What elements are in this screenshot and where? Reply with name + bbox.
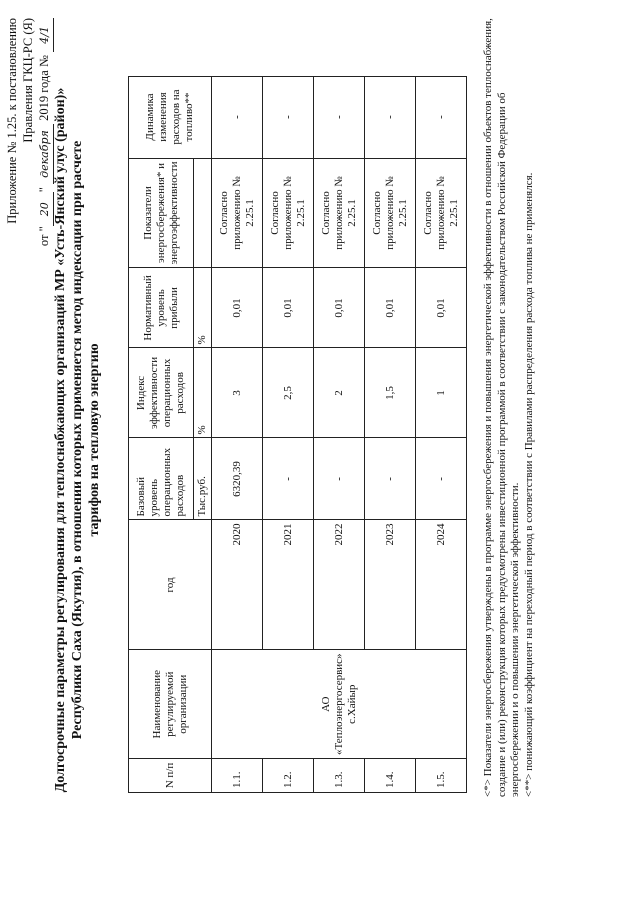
row-year: 2023 (365, 520, 416, 650)
row-year: 2024 (416, 520, 467, 650)
row-year: 2021 (263, 520, 314, 650)
unit-profit: % (194, 268, 212, 348)
header-base: Базовый уровень операционных расходов (129, 438, 194, 520)
row-fuel: - (365, 76, 416, 158)
appendix-header (4, 18, 54, 278)
unit-index: % (194, 348, 212, 438)
row-index: 2 (314, 348, 365, 438)
row-num: 1.3. (314, 759, 365, 793)
row-energy: Согласно приложению № 2.25.1 (416, 158, 467, 268)
row-base: - (416, 438, 467, 520)
row-fuel: - (212, 76, 263, 158)
row-year: 2022 (314, 520, 365, 650)
date-month: декабря (37, 124, 54, 184)
row-num: 1.4. (365, 759, 416, 793)
parameters-table (128, 76, 467, 793)
row-energy: Согласно приложению № 2.25.1 (212, 158, 263, 268)
footnote-1: <*> Показатели энергосбережения утверждены в программе энергосбережения и повышения энергетической эффективности в отношении объектов теплоснабжения, создание и (или) реконструкция которых предусмотрены инвестиционной программой в соответствии с законодательством Российской Федерации об энергосбережении и о повышении энергетической эффективности. (482, 18, 521, 797)
date-year-text: 2019 года № (37, 55, 51, 121)
org-name-line-3: с.Хайыр (345, 684, 358, 724)
row-profit: 0,01 (263, 268, 314, 348)
row-base: - (314, 438, 365, 520)
table-row (212, 76, 263, 792)
unit-energy-empty (194, 158, 212, 268)
header-org: Наименование регулируемой организации (129, 650, 212, 759)
date-mid: " (37, 187, 51, 193)
row-profit: 0,01 (314, 268, 365, 348)
org-name-line-2: «Теплоэнергосервис» (332, 653, 345, 755)
row-num: 1.5. (416, 759, 467, 793)
footnote-2: <**> понижающий коэффициент на переходный период в соответствии с Правилами распределения расхода топлива не применялся. (522, 172, 535, 797)
header-index: Индекс эффективности операционных расходов (129, 348, 194, 438)
appendix-line-2: Правления ГКЦ-РС (Я) (21, 18, 35, 143)
title-line-3: тарифов на тепловую энергию (87, 343, 102, 537)
row-profit: 0,01 (212, 268, 263, 348)
row-base: 6320,39 (212, 438, 263, 520)
row-fuel: - (314, 76, 365, 158)
row-energy: Согласно приложению № 2.25.1 (365, 158, 416, 268)
row-fuel: - (416, 76, 467, 158)
row-profit: 0,01 (365, 268, 416, 348)
row-num: 1.2. (263, 759, 314, 793)
row-base: - (365, 438, 416, 520)
row-index: 1 (416, 348, 467, 438)
footnotes (482, 17, 536, 797)
date-prefix: от " (37, 226, 51, 247)
header-energy: Показатели энергосбережения* и энергоэффективности (129, 158, 194, 268)
unit-base: Тыс.руб. (194, 438, 212, 520)
header-profit: Нормативный уровень прибыли (129, 268, 194, 348)
date-day: 20 (37, 192, 54, 226)
row-index: 2,5 (263, 348, 314, 438)
document-title (52, 30, 103, 850)
row-year: 2020 (212, 520, 263, 650)
table-header-row (129, 76, 194, 792)
row-base: - (263, 438, 314, 520)
row-energy: Согласно приложению № 2.25.1 (314, 158, 365, 268)
date-number: 4/1 (37, 18, 54, 52)
org-name-line-1: АО (319, 696, 332, 712)
row-index: 1,5 (365, 348, 416, 438)
header-num: N п/п (129, 759, 212, 793)
row-profit: 0,01 (416, 268, 467, 348)
title-line-2: Республики Саха (Якутия), в отношении которых применяется метод индексации при расчете (70, 140, 85, 740)
row-fuel: - (263, 76, 314, 158)
header-fuel: Динамика изменения расходов на топливо** (129, 76, 212, 158)
row-num: 1.1. (212, 759, 263, 793)
header-year: год (129, 520, 212, 650)
title-line-1: Долгосрочные параметры регулирования для теплоснабжающих организаций МР «Усть-Янский улус (район)» (53, 87, 68, 793)
org-name-cell (212, 650, 467, 759)
row-index: 3 (212, 348, 263, 438)
appendix-line-1: Приложение № 1.25. к постановлению (5, 18, 19, 224)
row-energy: Согласно приложению № 2.25.1 (263, 158, 314, 268)
